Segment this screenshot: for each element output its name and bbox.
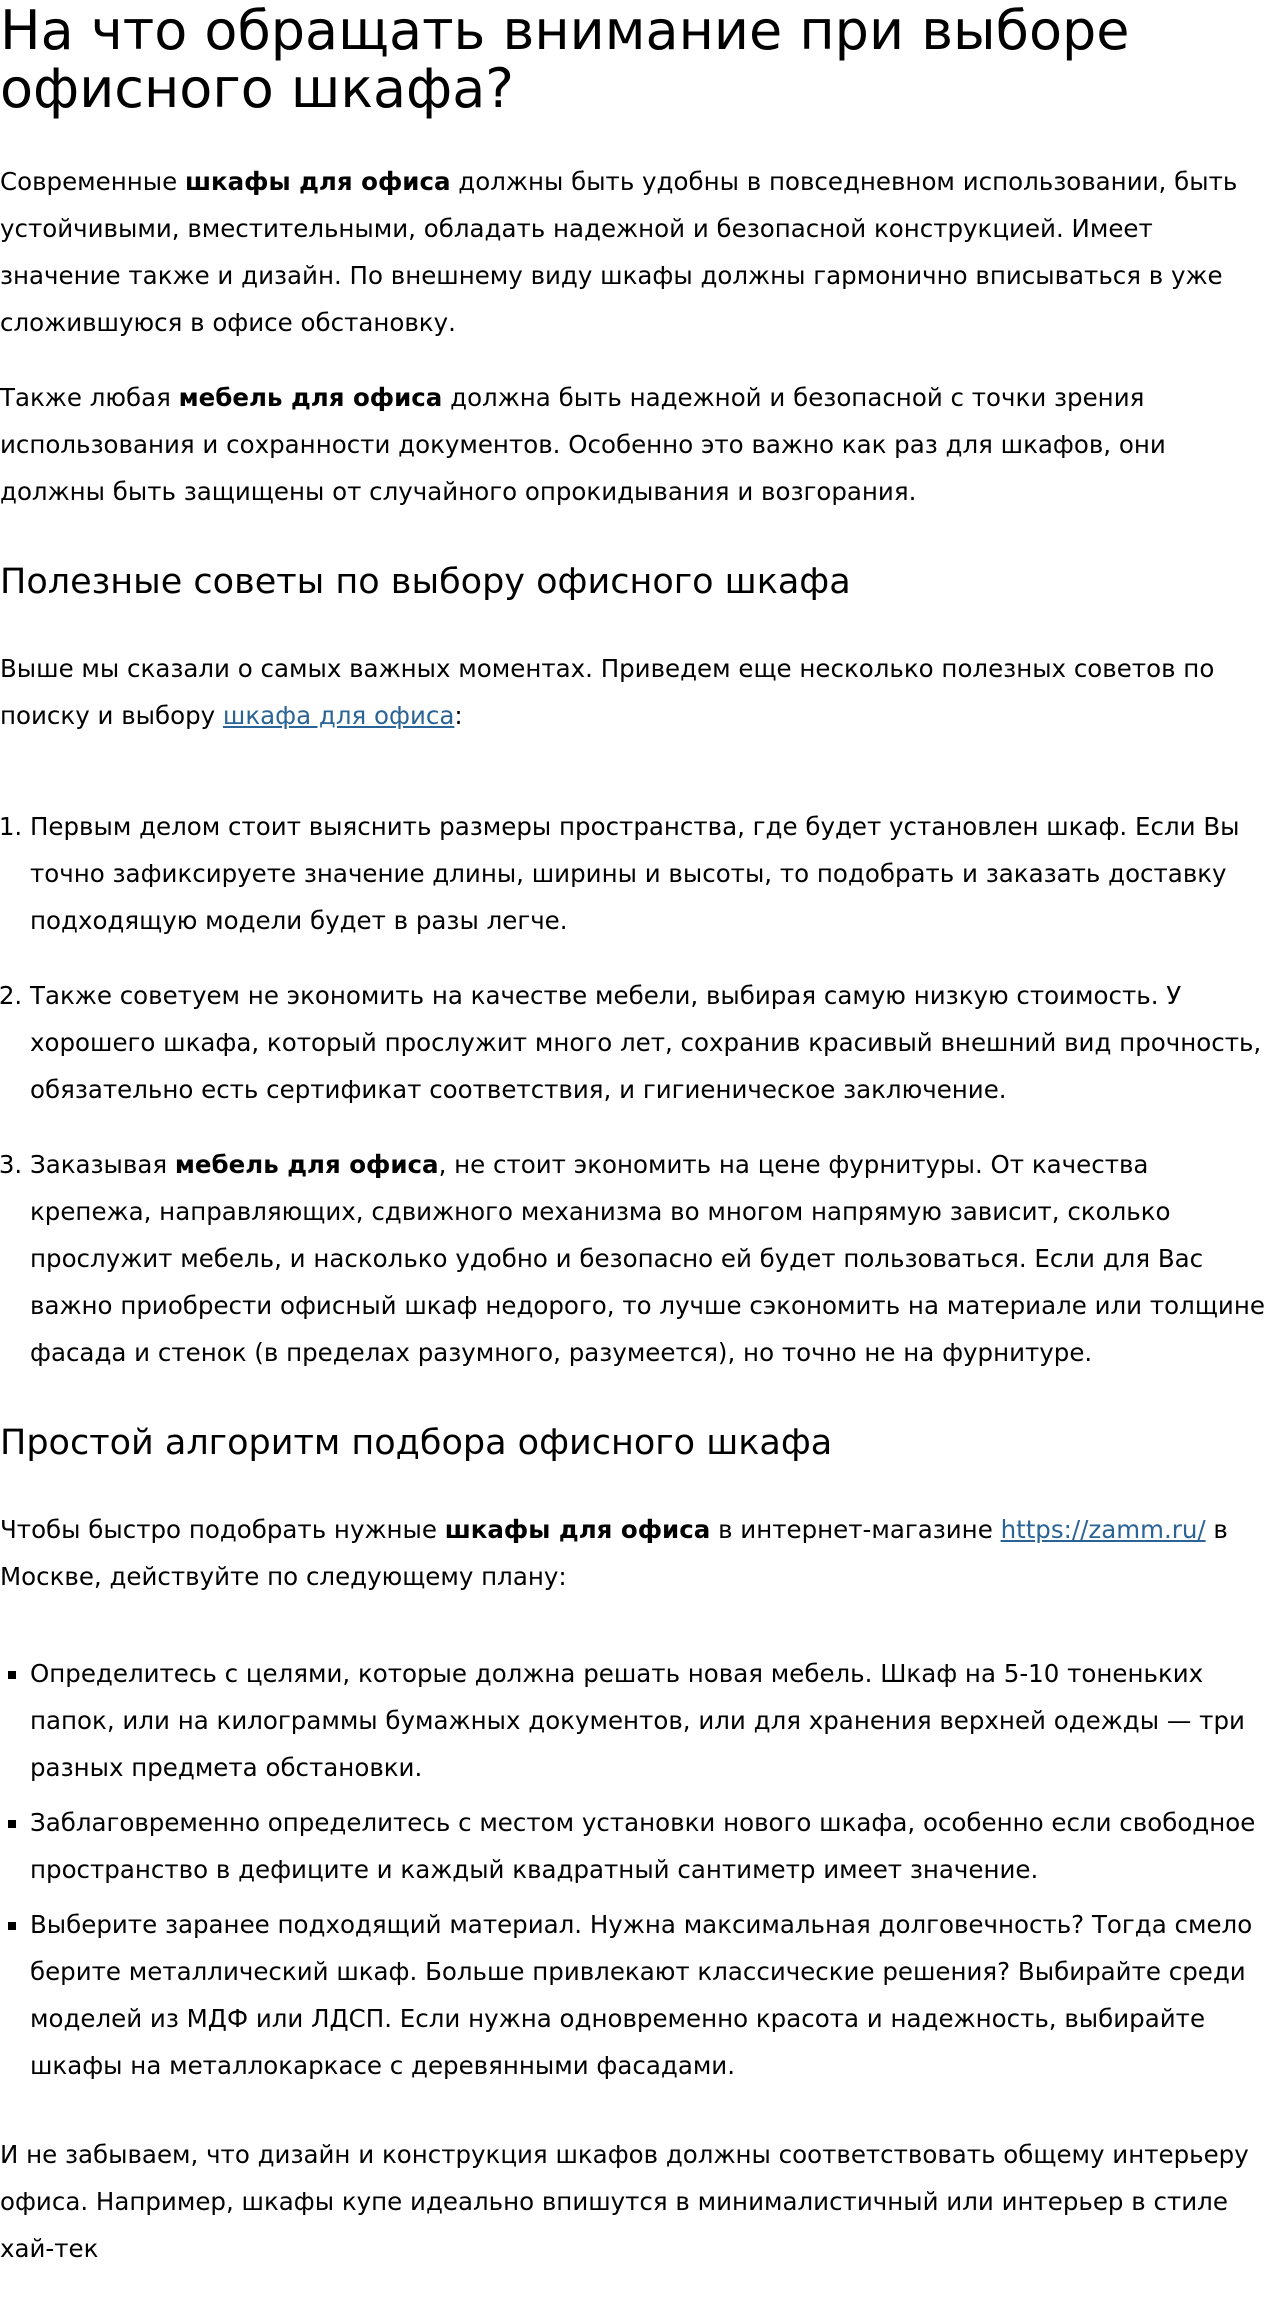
intro-paragraph-1 (0, 158, 1270, 346)
tips-lead-paragraph (0, 645, 1270, 739)
page-title: На что обращать внимание при выборе офисного шкафа? (0, 0, 1130, 120)
office-cabinet-link[interactable]: шкафа для офиса (222, 701, 455, 730)
list-item (30, 1901, 1270, 2089)
list-item-text: , не стоит экономить на цене фурнитуры. От качества крепежа, направляющих, сдвижного механизма во многом напрямую зависит, сколько прослужит мебель, и насколько удобно и безопасно ей будет пользоваться. Если для Вас важно приобрести офисный шкаф недорого, то лучше сэкономить на материале или толщине фасада и стенок (в пределах разумного, разумеется), но точно не на фурнитуре. (30, 1150, 1265, 1367)
list-item (30, 972, 1270, 1113)
text-segment: Современные (0, 167, 185, 196)
outro-paragraph: И не забываем, что дизайн и конструкция шкафов должны соответствовать общему интерьеру офиса. Например, шкафы купе идеально впишутся в минималистичный или интерьер в стиле хай-тек (0, 2140, 1249, 2263)
list-item-text: Заблаговременно определитесь с местом установки нового шкафа, особенно если свободное пространство в дефиците и каждый квадратный сантиметр имеет значение. (30, 1808, 1256, 1884)
list-item-text: Заказывая (30, 1150, 175, 1179)
text-segment: Чтобы быстро подобрать нужные (0, 1515, 445, 1544)
list-item-text: Выберите заранее подходящий материал. Нужна максимальная долговечность? Тогда смело берите металлический шкаф. Больше привлекают классические решения? Выбирайте среди моделей из МДФ или ЛДСП. Если нужна одновременно красота и надежность, выбирайте шкафы на металлокаркасе с деревянными фасадами. (30, 1910, 1253, 2080)
text-segment: должна быть надежной и безопасной с точки зрения использования и сохранности документов. Особенно это важно как раз для шкафов, они должны быть защищены от случайного опрокидывания и возгорания. (0, 383, 1166, 506)
section-heading-algorithm: Простой алгоритм подбора офисного шкафа (0, 1423, 833, 1463)
zamm-site-link[interactable]: https://zamm.ru/ (1000, 1515, 1206, 1544)
list-item-text: Также советуем не экономить на качестве мебели, выбирая самую низкую стоимость. У хорошего шкафа, который прослужит много лет, сохранив красивый внешний вид прочность, обязательно есть сертификат соответствия, и гигиеническое заключение. (30, 981, 1262, 1104)
bold-phrase-office-furniture: мебель для офиса (178, 383, 443, 412)
intro-paragraph-2 (0, 374, 1270, 515)
list-item (30, 803, 1270, 944)
bold-phrase-office-cabinets: шкафы для офиса (444, 1515, 711, 1544)
algorithm-bullet-list (0, 1650, 1270, 2089)
list-item-text: Определитесь с целями, которые должна решать новая мебель. Шкаф на 5-10 тоненьких папок, или на килограммы бумажных документов, или для хранения верхней одежды — три разных предмета обстановки. (30, 1659, 1245, 1782)
list-item (30, 1799, 1270, 1893)
list-item (30, 1650, 1270, 1791)
tips-numbered-list (0, 803, 1270, 1376)
algorithm-lead-paragraph (0, 1506, 1270, 1600)
bold-phrase-office-furniture: мебель для офиса (174, 1150, 439, 1179)
list-item (30, 1141, 1270, 1376)
section-heading-tips: Полезные советы по выбору офисного шкафа (0, 562, 851, 602)
text-segment: Также любая (0, 383, 179, 412)
list-item-text: Первым делом стоит выяснить размеры пространства, где будет установлен шкаф. Если Вы точно зафиксируете значение длины, ширины и высоты, то подобрать и заказать доставку подходящую модели будет в разы легче. (30, 812, 1240, 935)
text-segment: должны быть удобны в повседневном использовании, быть устойчивыми, вместительными, обладать надежной и безопасной конструкцией. Имеет значение также и дизайн. По внешнему виду шкафы должны гармонично вписываться в уже сложившуюся в офисе обстановку. (0, 167, 1238, 337)
text-segment: в интернет-магазине (710, 1515, 1001, 1544)
text-segment: в Москве, действуйте по следующему плану: (0, 1515, 1228, 1591)
bold-phrase-office-cabinets: шкафы для офиса (184, 167, 451, 196)
text-segment: Выше мы сказали о самых важных моментах. Приведем еще несколько полезных советов по поиску и выбору (0, 654, 1215, 730)
text-segment: : (454, 701, 463, 730)
